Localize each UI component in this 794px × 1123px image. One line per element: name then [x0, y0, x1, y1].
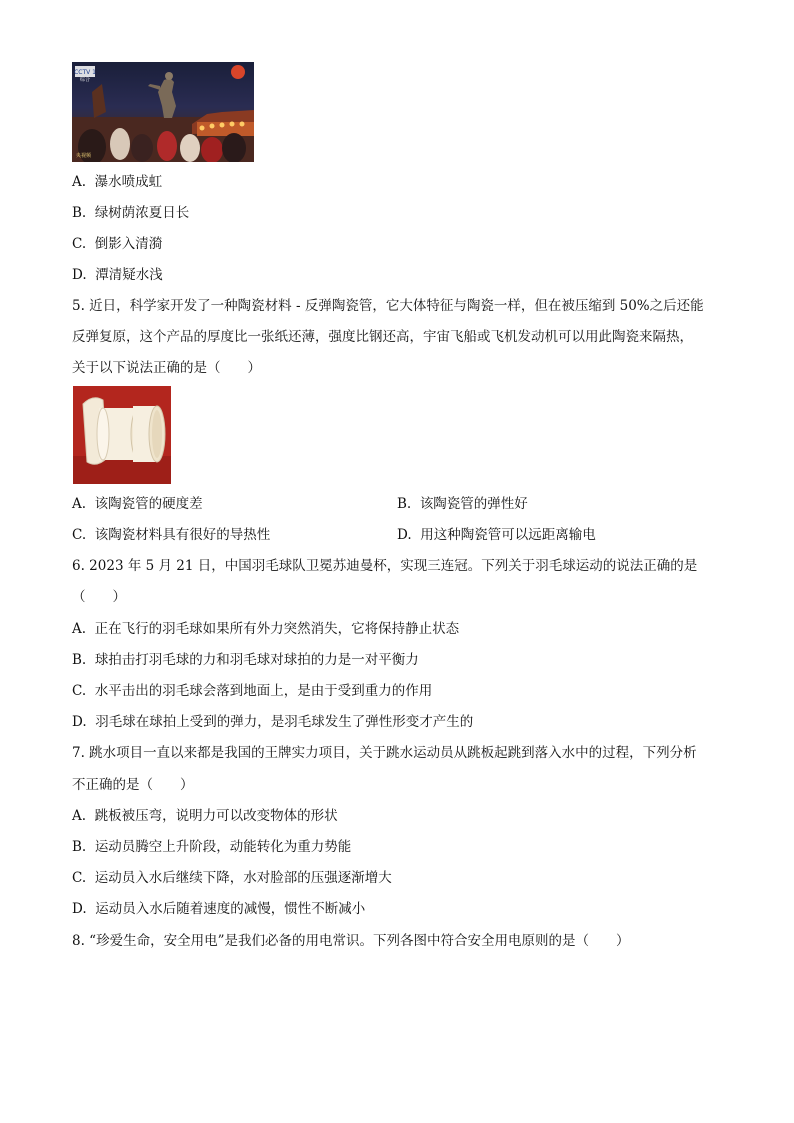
q4-option-c: C. 倒影入清漪	[72, 236, 163, 252]
q5-option-c: C. 该陶瓷材料具有很好的导热性	[72, 527, 271, 543]
q8-stem-line-1: 8. “珍爱生命，安全用电”是我们必备的用电常识。下列各图中符合安全用电原则的是（ ）	[72, 933, 630, 949]
q7-option-c: C. 运动员入水后继续下降，水对脸部的压强逐渐增大	[72, 870, 392, 886]
q4-option-a: A. 瀑水喷成虹	[72, 174, 163, 190]
q7-stem-line-2: 不正确的是（ ）	[72, 777, 194, 793]
cctv-logo-sub: 综合	[79, 77, 91, 83]
q6-option-c: C. 水平击出的羽毛球会落到地面上，是由于受到重力的作用	[72, 683, 433, 699]
night-statue-photo	[72, 62, 254, 162]
q5-stem-line-3: 关于以下说法正确的是（ ）	[72, 360, 261, 376]
q6-option-a: A. 正在飞行的羽毛球如果所有外力突然消失，它将保持静止状态	[72, 621, 460, 637]
q6-option-b: B. 球拍击打羽毛球的力和羽毛球对球拍的力是一对平衡力	[72, 652, 419, 668]
q5-option-d: D. 用这种陶瓷管可以远距离输电	[397, 527, 596, 543]
q7-option-b: B. 运动员腾空上升阶段，动能转化为重力势能	[72, 839, 352, 855]
q5-option-b: B. 该陶瓷管的弹性好	[397, 496, 528, 512]
q7-option-d: D. 运动员入水后随着速度的减慢，惯性不断减小	[72, 901, 366, 917]
cctv-logo: CCTV 1	[74, 69, 96, 76]
q5-stem-line-1: 5. 近日，科学家开发了一种陶瓷材料 - 反弹陶瓷管，它大体特征与陶瓷一样，但在被压缩到 50%之后还能	[72, 298, 704, 314]
q6-stem-line-1: 6. 2023 年 5 月 21 日，中国羽毛球队卫冕苏迪曼杯，实现三连冠。下列关于羽毛球运动的说法正确的是	[72, 558, 698, 574]
q4-option-b: B. 绿树荫浓夏日长	[72, 205, 190, 221]
q6-option-d: D. 羽毛球在球拍上受到的弹力，是羽毛球发生了弹性形变才产生的	[72, 714, 474, 730]
corner-caption: 央视频	[76, 153, 92, 159]
q5-stem-line-2: 反弹复原，这个产品的厚度比一张纸还薄，强度比钢还高，宇宙飞船或飞机发动机可以用此陶瓷来隔热，	[72, 329, 693, 345]
q6-stem-line-2: （ ）	[72, 589, 126, 605]
q7-option-a: A. 跳板被压弯，说明力可以改变物体的形状	[72, 808, 338, 824]
q5-option-a: A. 该陶瓷管的硬度差	[72, 496, 203, 512]
q7-stem-line-1: 7. 跳水项目一直以来都是我国的王牌实力项目，关于跳水运动员从跳板起跳到落入水中的过程，下列分析	[72, 745, 697, 761]
ceramic-tube-photo	[73, 386, 171, 484]
q4-option-d: D. 潭清疑水浅	[72, 267, 163, 283]
